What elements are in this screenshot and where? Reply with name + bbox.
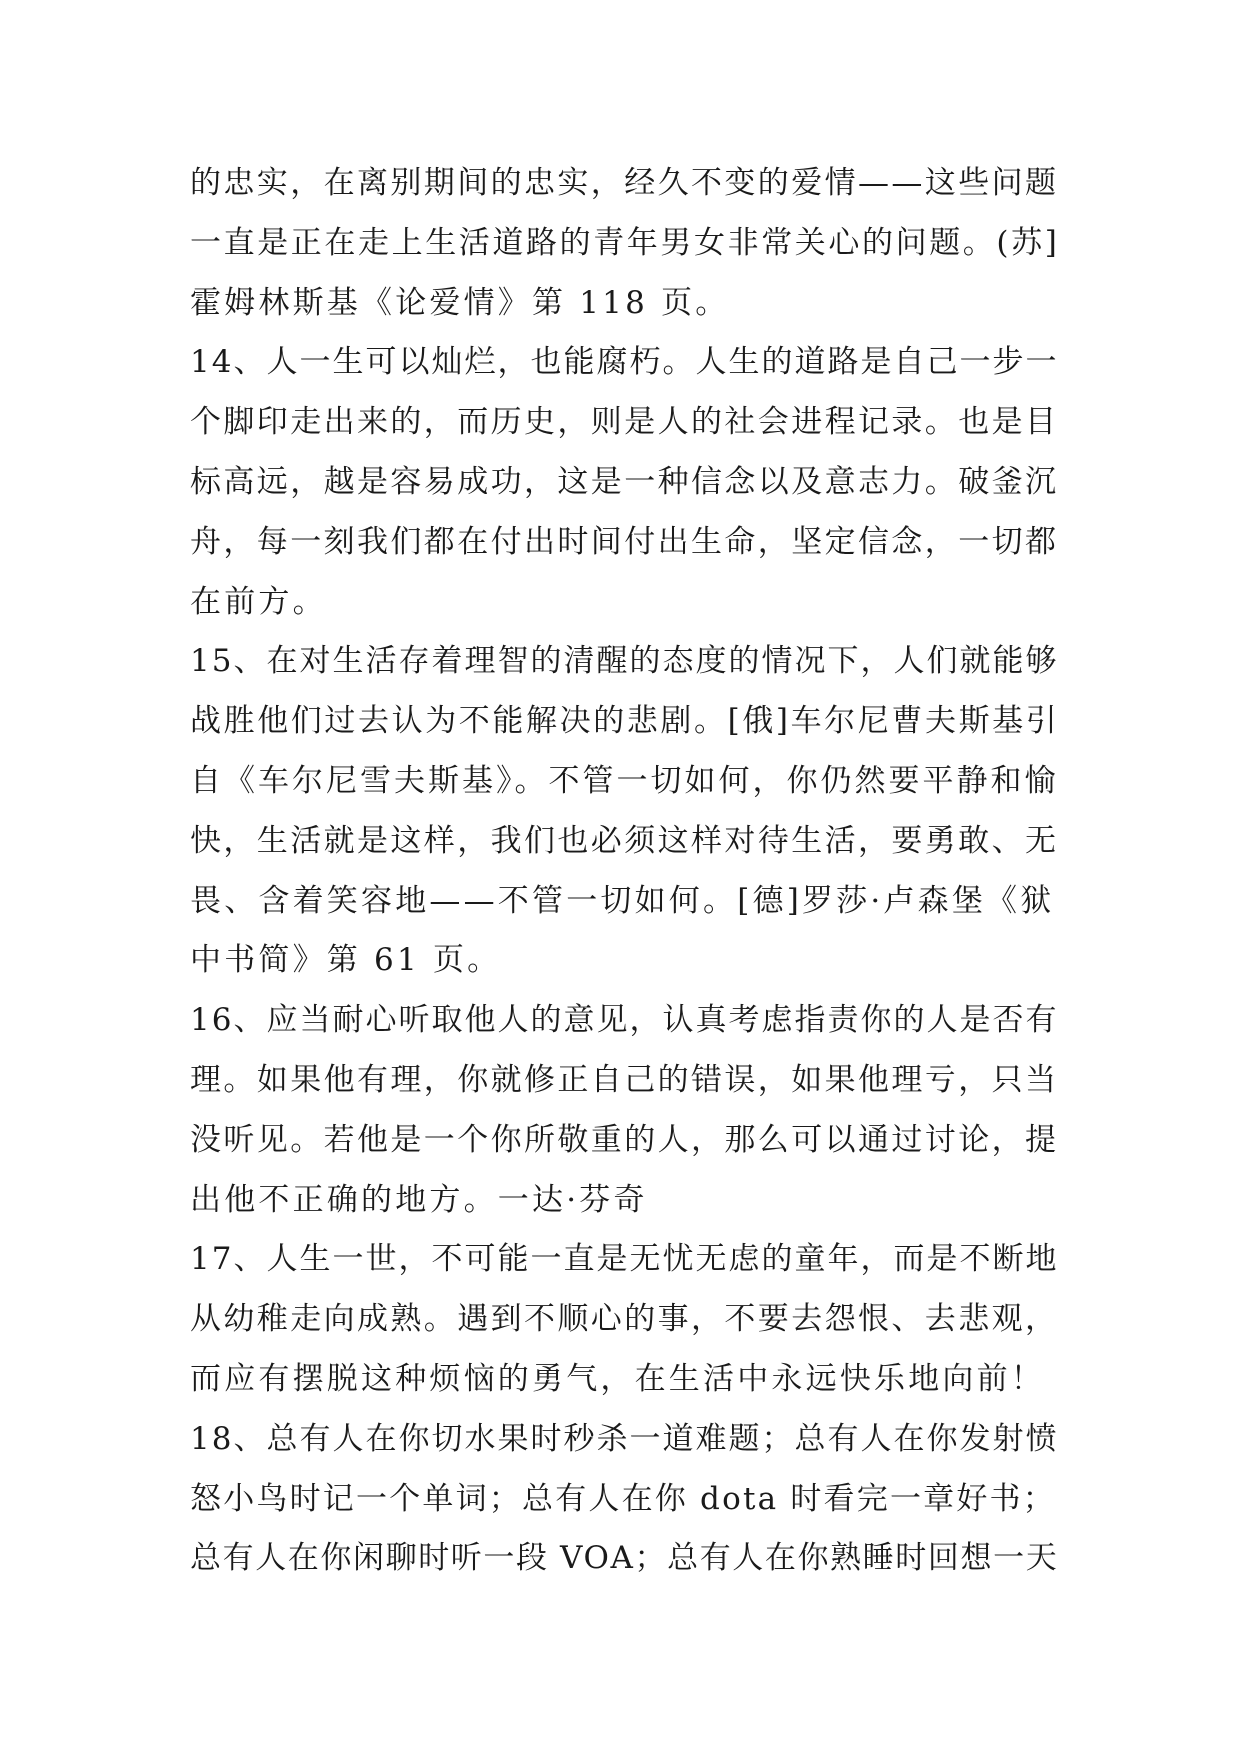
- text-line: 个脚印走出来的，而历史，则是人的社会进程记录。也是目: [190, 404, 1059, 441]
- text-line: 而应有摆脱这种烦恼的勇气，在生活中永远快乐地向前！: [190, 1360, 1045, 1397]
- text-line: 18、总有人在你切水果时秒杀一道难题；总有人在你发射愤: [190, 1420, 1059, 1457]
- text-line: 一直是正在走上生活道路的青年男女非常关心的问题。(苏]: [190, 224, 1060, 261]
- text-line: 快，生活就是这样，我们也必须这样对待生活，要勇敢、无: [190, 822, 1059, 859]
- text-line: 中书简》第 61 页。: [190, 942, 502, 979]
- text-line: 畏、含着笑容地——不管一切如何。[德]罗莎·卢森堡《狱: [190, 882, 1055, 919]
- text-line: 14、人一生可以灿烂，也能腐朽。人生的道路是自己一步一: [190, 344, 1059, 381]
- text-line: 舟，每一刻我们都在付出时间付出生命，坚定信念，一切都: [190, 523, 1059, 560]
- text-line: 出他不正确的地方。一达·芬奇: [190, 1181, 648, 1218]
- text-line: 战胜他们过去认为不能解决的悲剧。[俄]车尔尼曹夫斯基引: [190, 703, 1060, 740]
- text-line: 霍姆林斯基《论爱情》第 118 页。: [190, 284, 730, 321]
- text-line: 17、人生一世，不可能一直是无忧无虑的童年，而是不断地: [190, 1241, 1059, 1278]
- text-line: 15、在对生活存着理智的清醒的态度的情况下，人们就能够: [190, 643, 1059, 680]
- text-line: 从幼稚走向成熟。遇到不顺心的事，不要去怨恨、去悲观，: [190, 1301, 1059, 1338]
- text-line: 理。如果他有理，你就修正自己的错误，如果他理亏，只当: [190, 1061, 1059, 1098]
- document-body: [190, 154, 1060, 1589]
- text-line: 自《车尔尼雪夫斯基》。不管一切如何，你仍然要平静和愉: [190, 762, 1059, 799]
- text-line: 怒小鸟时记一个单词；总有人在你 dota 时看完一章好书；: [190, 1480, 1056, 1517]
- text-line: 没听见。若他是一个你所敬重的人，那么可以通过讨论，提: [190, 1121, 1059, 1158]
- text-line: 总有人在你闲聊时听一段 VOA；总有人在你熟睡时回想一天: [190, 1540, 1059, 1577]
- text-line: 16、应当耐心听取他人的意见，认真考虑指责你的人是否有: [190, 1002, 1059, 1039]
- text-line: 的忠实，在离别期间的忠实，经久不变的爱情——这些问题: [190, 165, 1059, 201]
- text-line: 在前方。: [190, 583, 327, 620]
- text-line: 标高远，越是容易成功，这是一种信念以及意志力。破釜沉: [190, 463, 1059, 500]
